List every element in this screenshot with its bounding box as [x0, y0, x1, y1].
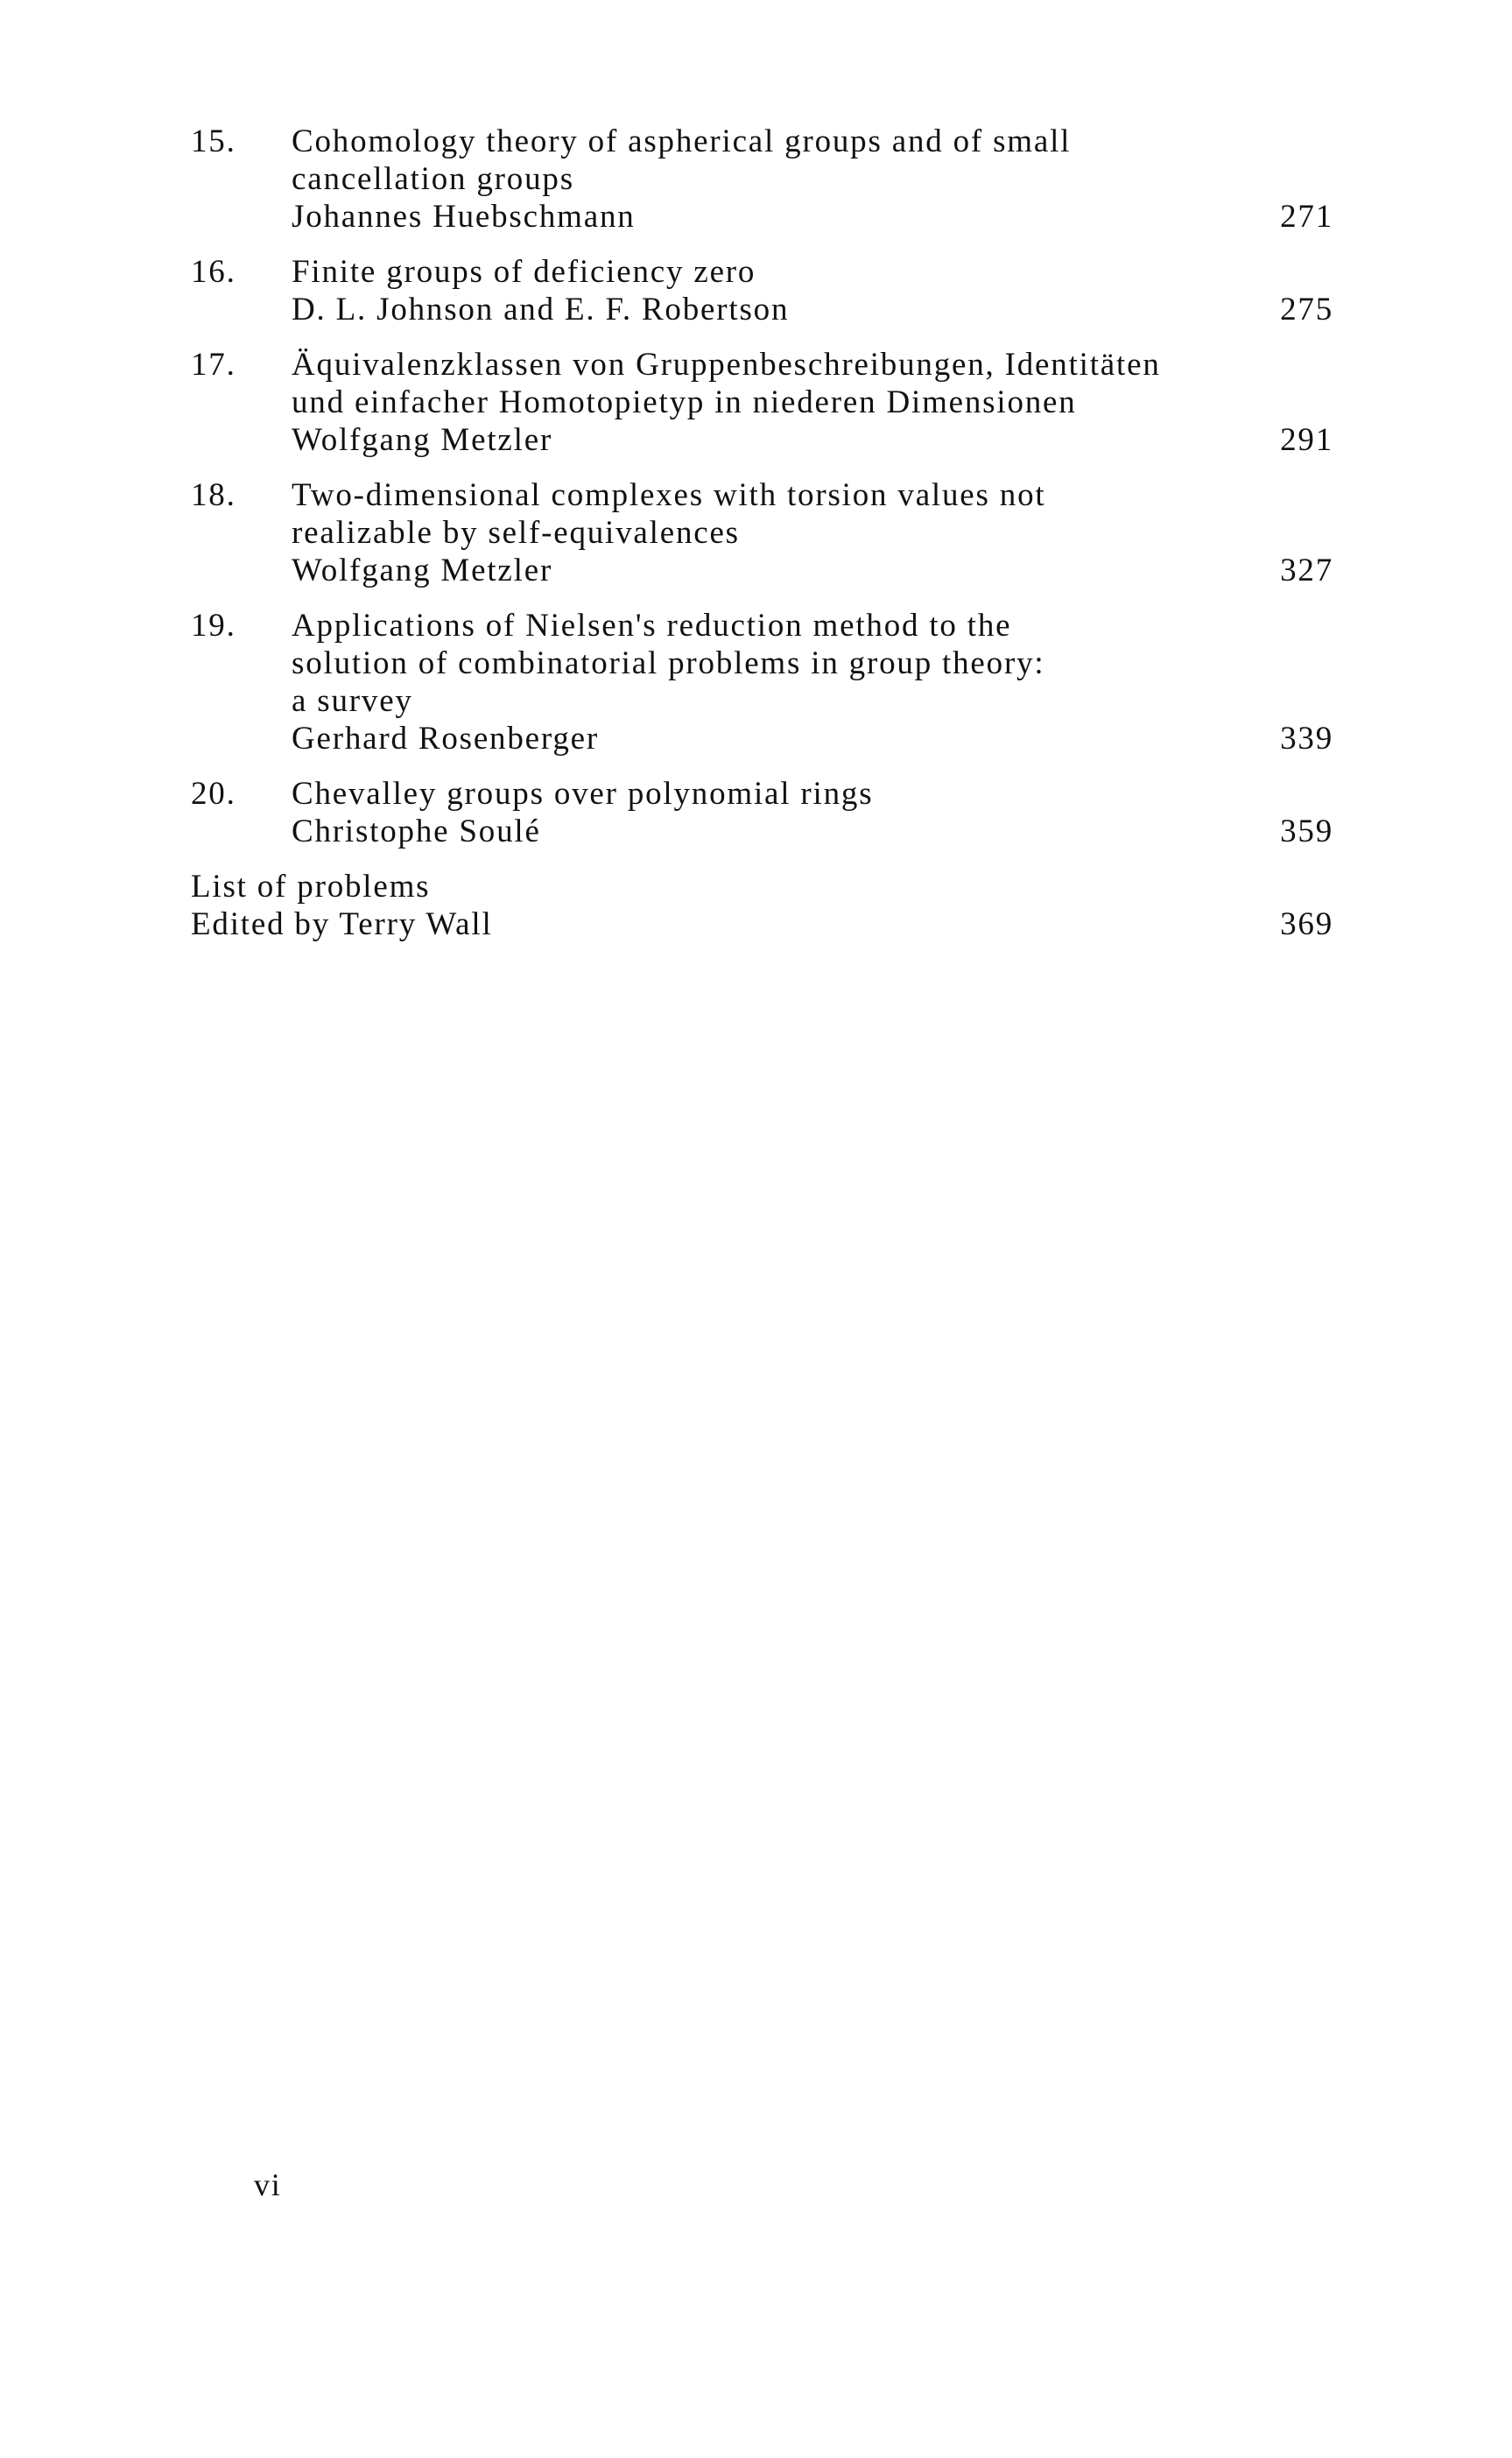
entry-title-line: Finite groups of deficiency zero: [292, 254, 756, 290]
entry-number: 17.: [191, 347, 236, 383]
entry-author: Gerhard Rosenberger: [292, 721, 599, 757]
entry-author: Christophe Soulé: [292, 813, 541, 849]
entry-title-line: und einfacher Homotopietyp in niederen Dimensionen: [292, 384, 1077, 420]
entry-text: [292, 775, 1333, 850]
entry-page-number: 291: [1280, 422, 1333, 458]
toc-entry: [191, 607, 1333, 757]
entry-number: 19.: [191, 608, 236, 644]
toc-entry: [191, 346, 1333, 459]
entry-author: D. L. Johnson and E. F. Robertson: [292, 292, 790, 327]
entry-title-line: Applications of Nielsen's reduction method to the: [292, 608, 1012, 644]
entry-page-number: 339: [1280, 721, 1333, 757]
table-of-contents: [191, 123, 1333, 961]
entry-title-line: a survey: [292, 683, 413, 719]
page-folio: vi: [254, 2167, 282, 2202]
entry-page-number: 275: [1280, 292, 1333, 327]
toc-entry: [191, 868, 1333, 943]
entry-title-line: solution of combinatorial problems in group theory:: [292, 645, 1045, 681]
entry-page-number: 369: [1280, 906, 1333, 942]
entry-number: 20.: [191, 776, 236, 812]
entry-title-line: Chevalley groups over polynomial rings: [292, 776, 874, 812]
entry-author: Johannes Huebschmann: [292, 199, 636, 235]
entry-number: 15.: [191, 123, 236, 159]
entry-author: Wolfgang Metzler: [292, 553, 553, 588]
entry-author: Edited by Terry Wall: [191, 906, 493, 942]
entry-page-number: 359: [1280, 813, 1333, 849]
entry-text: [292, 476, 1333, 589]
entry-title-line: Cohomology theory of aspherical groups and of small: [292, 123, 1072, 159]
entry-text: [292, 607, 1333, 757]
toc-entry: [191, 775, 1333, 850]
entry-page-number: 327: [1280, 553, 1333, 588]
entry-author: Wolfgang Metzler: [292, 422, 553, 458]
entry-title-line: Two-dimensional complexes with torsion values not: [292, 477, 1046, 513]
entry-title-line: realizable by self-equivalences: [292, 515, 740, 551]
entry-title-line: Äquivalenzklassen von Gruppenbeschreibungen, Identitäten: [292, 347, 1161, 383]
toc-entry: [191, 123, 1333, 236]
toc-entry: [191, 253, 1333, 328]
entry-text: [292, 253, 1333, 328]
entry-title-line: List of problems: [191, 869, 431, 905]
entry-title-line: cancellation groups: [292, 161, 574, 197]
entry-text: [292, 346, 1333, 459]
entry-number: 18.: [191, 477, 236, 513]
entry-number: 16.: [191, 254, 236, 290]
entry-page-number: 271: [1280, 199, 1333, 235]
entry-text: [191, 868, 1333, 943]
toc-entry: [191, 476, 1333, 589]
entry-text: [292, 123, 1333, 236]
